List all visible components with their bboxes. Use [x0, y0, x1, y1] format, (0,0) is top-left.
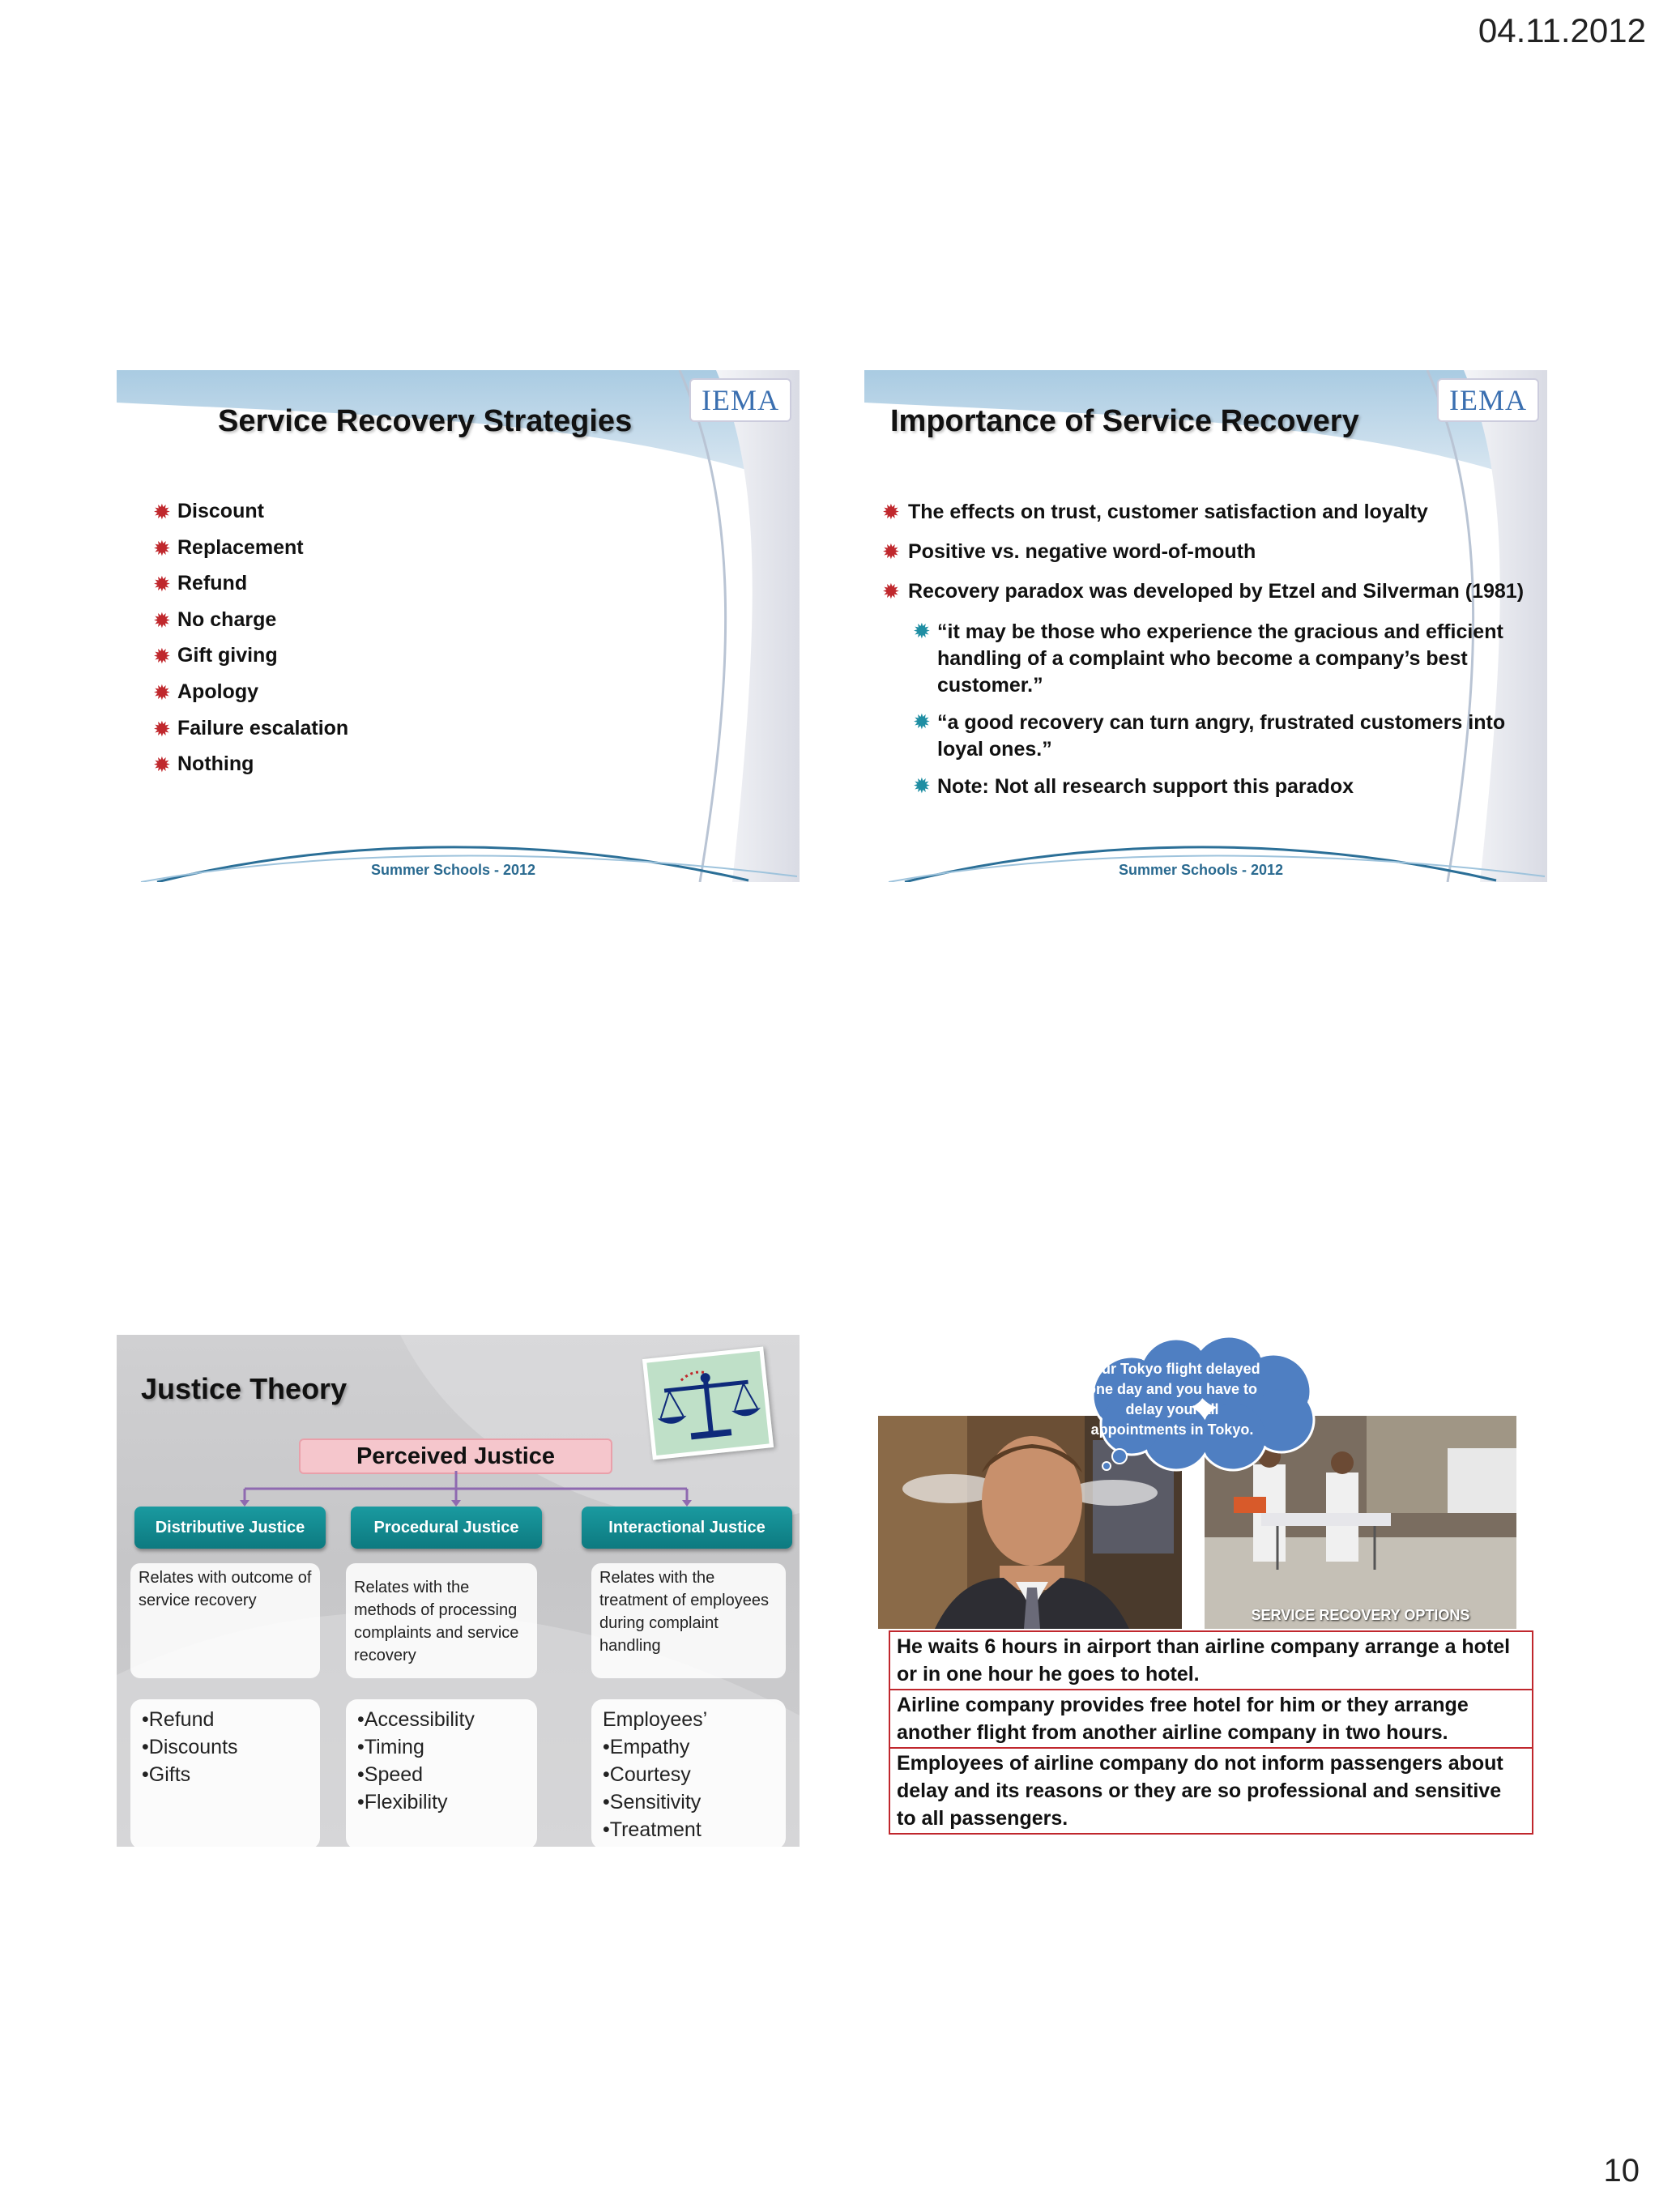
photo-caption: SERVICE RECOVERY OPTIONS [1251, 1607, 1470, 1623]
list-item-lead: Employees’ [603, 1708, 708, 1731]
iema-logo: IEMA [1437, 378, 1539, 422]
star-bullet-icon: ✹ [153, 680, 171, 705]
list-item: ✹ Nothing [153, 752, 254, 778]
list-item: ✹ Recovery paradox was developed by Etzel and Silverman (1981) [882, 579, 1525, 603]
list-item: ✹ No charge [153, 607, 277, 633]
interactional-description: Relates with the treatment of employees during complaint handling [591, 1563, 786, 1678]
slide-title: Importance of Service Recovery [890, 404, 1359, 438]
iema-logo: IEMA [689, 378, 791, 422]
table-row [889, 1690, 1533, 1748]
interactional-items [591, 1699, 786, 1847]
star-bullet-icon: ✹ [153, 535, 171, 560]
slide-service-recovery-strategies [117, 370, 800, 882]
star-bullet-icon: ✹ [153, 572, 171, 597]
star-bullet-icon: ✹ [913, 619, 931, 643]
slide-importance-of-service-recovery [864, 370, 1547, 882]
table-cell: Airline company provides free hotel for him or they arrange another flight from another airline company in two hours. [889, 1690, 1533, 1748]
list-item: • Empathy [603, 1733, 774, 1761]
star-bullet-icon: ✹ [153, 500, 171, 524]
list-item: • Treatment [603, 1816, 774, 1843]
star-bullet-icon: ✹ [913, 774, 931, 798]
category-interactional-justice: Interactional Justice [582, 1507, 792, 1549]
list-item: • Accessibility [357, 1706, 526, 1733]
procedural-items [346, 1699, 537, 1847]
slide-service-recovery-options [864, 1335, 1547, 1847]
list-item: ✹ Failure escalation [153, 716, 349, 741]
strategy-list [153, 500, 348, 789]
slide-footer: Summer Schools - 2012 [370, 862, 536, 878]
list-item: • Refund [142, 1706, 309, 1733]
star-bullet-icon: ✹ [882, 579, 900, 603]
slide-title: Service Recovery Strategies [218, 404, 633, 438]
category-distributive-justice: Distributive Justice [134, 1507, 326, 1549]
list-item: ✹ Refund [153, 572, 248, 597]
list-item: • Sensitivity [603, 1788, 774, 1816]
slide-footer: Summer Schools - 2012 [1118, 862, 1284, 878]
list-item: • Gifts [142, 1761, 309, 1788]
category-procedural-justice: Procedural Justice [351, 1507, 542, 1549]
table-row [889, 1631, 1533, 1690]
procedural-description: Relates with the methods of processing complaints and service recovery [346, 1563, 537, 1678]
list-item: • Flexibility [357, 1788, 526, 1816]
star-bullet-icon: ✹ [913, 710, 931, 734]
list-item: • Courtesy [603, 1761, 774, 1788]
list-item: ✹ Replacement [153, 535, 304, 560]
sub-list-item: ✹ Note: Not all research support this paradox [913, 774, 1354, 798]
star-bullet-icon: ✹ [153, 716, 171, 741]
list-item: • Timing [357, 1733, 526, 1761]
sub-list-item: ✹ “it may be those who experience the gracious and efficient handling of a complaint who become a company’s best customer.” [913, 619, 1503, 697]
page-date: 04.11.2012 [1478, 11, 1646, 49]
table-cell: Employees of airline company do not inform passengers about delay and its reasons or they are so professional and sensitive to all passengers. [889, 1748, 1533, 1834]
list-item: ✹ The effects on trust, customer satisfaction and loyalty [882, 500, 1428, 524]
slide-title: Justice Theory [141, 1372, 348, 1405]
sub-list-item: ✹ “a good recovery can turn angry, frustrated customers into loyal ones.” [913, 710, 1506, 761]
importance-list [882, 500, 1530, 811]
star-bullet-icon: ✹ [153, 752, 171, 778]
list-item: ✹ Positive vs. negative word-of-mouth [882, 539, 1256, 564]
perceived-justice-box: Perceived Justice [299, 1438, 612, 1474]
star-bullet-icon: ✹ [882, 539, 900, 564]
table-cell: He waits 6 hours in airport than airline company arrange a hotel or in one hour he goes to hotel. [889, 1631, 1533, 1690]
list-item: • Discounts [142, 1733, 309, 1761]
list-item: • Speed [357, 1761, 526, 1788]
distributive-items [130, 1699, 320, 1847]
star-bullet-icon: ✹ [153, 607, 171, 633]
star-bullet-icon: ✹ [882, 500, 900, 524]
page-number: 10 [1603, 2153, 1640, 2189]
distributive-description: Relates with outcome of service recovery [130, 1563, 320, 1678]
recovery-options-table [889, 1630, 1533, 1835]
slide-justice-theory [117, 1335, 800, 1847]
list-item: ✹ Gift giving [153, 644, 278, 669]
thought-text: Your Tokyo flight delayed one day and you have to delay your all appointments in Tokyo. [1084, 1361, 1260, 1438]
list-item: ✹ Apology [153, 680, 258, 705]
list-item: ✹ Discount [153, 500, 264, 524]
table-row [889, 1748, 1533, 1834]
star-bullet-icon: ✹ [153, 644, 171, 669]
